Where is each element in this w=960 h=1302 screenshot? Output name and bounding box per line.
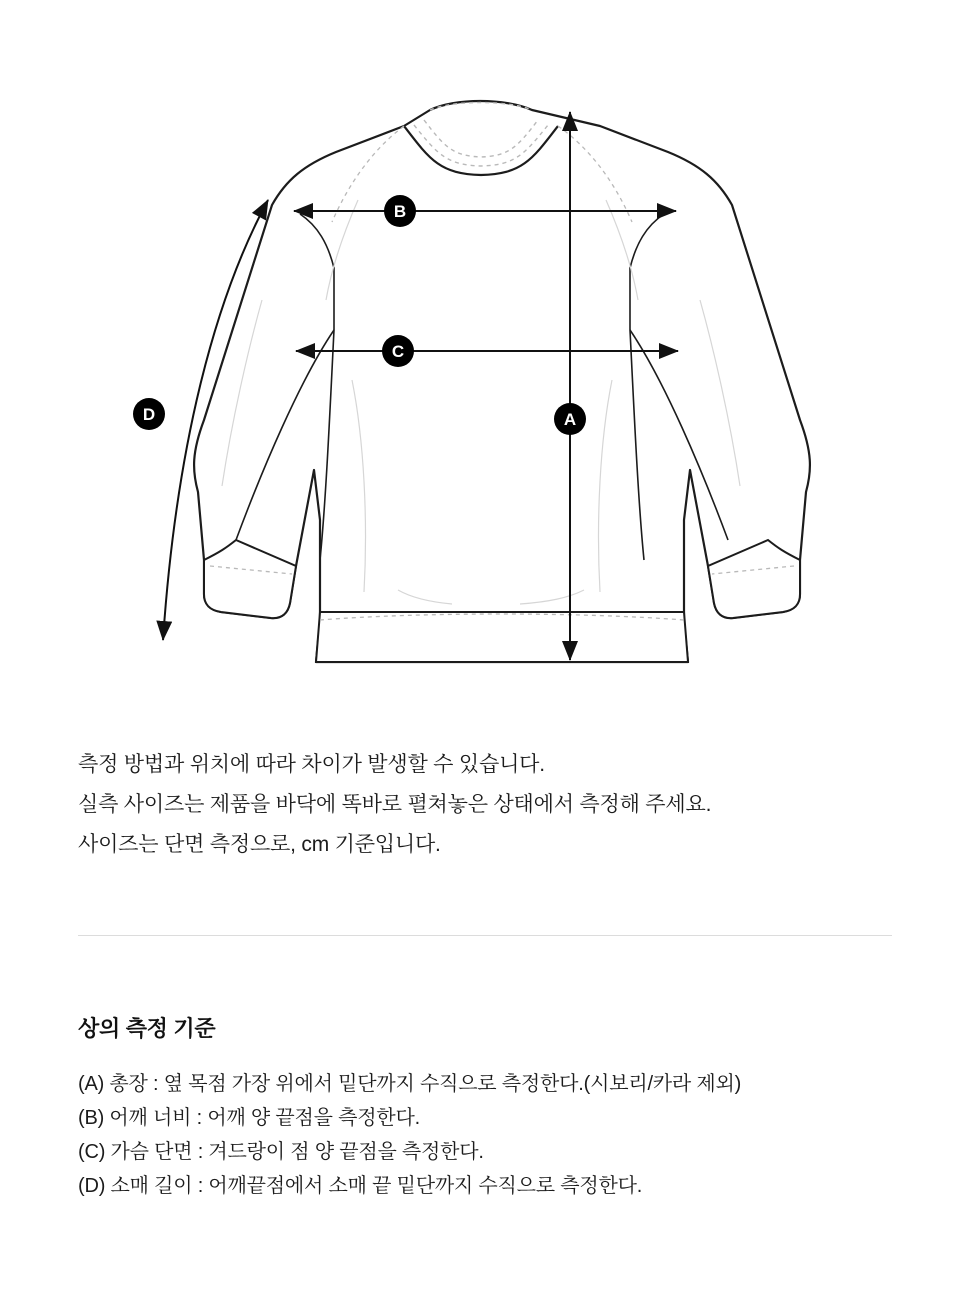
marker-c-label: C: [391, 342, 405, 361]
measurement-notes: [78, 748, 898, 868]
marker-b: [384, 195, 416, 227]
marker-d: [133, 398, 165, 430]
marker-b-label: B: [393, 202, 407, 221]
criteria-item-c: (C) 가슴 단면 : 겨드랑이 점 양 끝점을 측정한다.: [78, 1141, 484, 1163]
note-line-1: 측정 방법과 위치에 따라 차이가 발생할 수 있습니다.: [78, 753, 545, 776]
measurement-criteria-section: [78, 1012, 908, 1205]
section-divider: [78, 935, 892, 936]
note-line-3: 사이즈는 단면 측정으로, cm 기준입니다.: [78, 833, 441, 856]
criteria-item-d: (D) 소매 길이 : 어깨끝점에서 소매 끝 밑단까지 수직으로 측정한다.: [78, 1175, 643, 1197]
marker-d-label: D: [142, 405, 156, 424]
criteria-item-a: (A) 총장 : 옆 목점 가장 위에서 밑단까지 수직으로 측정한다.(시보리/카라 제외): [78, 1073, 742, 1095]
note-line-2: 실측 사이즈는 제품을 바닥에 똑바로 펼쳐놓은 상태에서 측정해 주세요.: [78, 793, 712, 816]
sweatshirt-flat-illustration: [194, 101, 810, 662]
criteria-item-b: (B) 어깨 너비 : 어깨 양 끝점을 측정한다.: [78, 1107, 420, 1129]
criteria-list: [78, 1069, 908, 1202]
section-title: 상의 측정 기준: [78, 1016, 216, 1041]
marker-a-label: A: [563, 410, 577, 429]
marker-a: [554, 403, 586, 435]
marker-c: [382, 335, 414, 367]
